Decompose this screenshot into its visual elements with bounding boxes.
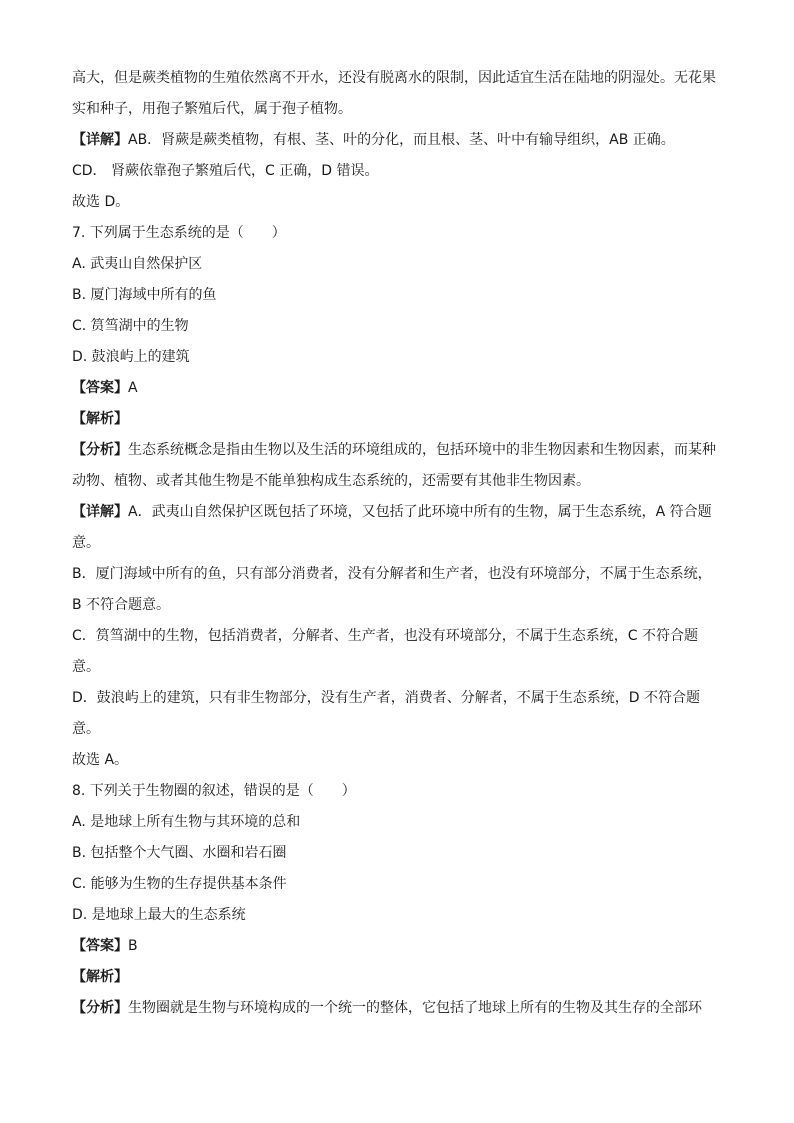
text-line	[72, 497, 722, 528]
line-text: B．厦门海域中所有的鱼，只有部分消费者，没有分解者和生产者，也没有环境部分，不属于生态系统，	[72, 566, 712, 582]
text-line	[72, 156, 722, 187]
line-text: B. 包括整个大气圈、水圈和岩石圈	[72, 845, 287, 861]
text-line	[72, 466, 722, 497]
text-line	[72, 993, 722, 1024]
text-line	[72, 559, 722, 590]
line-text: B	[128, 938, 138, 954]
text-line	[72, 187, 722, 218]
line-text: CD． 肾蕨依靠孢子繁殖后代，C 正确，D 错误。	[72, 163, 379, 179]
line-text: A. 武夷山自然保护区	[72, 256, 203, 272]
option-a	[72, 249, 722, 280]
question-8	[72, 776, 722, 807]
line-text: 高大，但是蕨类植物的生殖依然离不开水，还没有脱离水的限制，因此适宜生活在陆地的阴湿处。无花果	[72, 70, 716, 86]
line-text: A．武夷山自然保护区既包括了环境，又包括了此环境中所有的生物，属于生态系统，A 符合题	[128, 504, 712, 520]
text-line	[72, 714, 722, 745]
line-text: D. 是地球上最大的生态系统	[72, 907, 246, 923]
line-text: A. 是地球上所有生物与其环境的总和	[72, 814, 301, 830]
line-text: B 不符合题意。	[72, 597, 171, 613]
section-tag: 【分析】	[72, 442, 128, 458]
line-text: A	[128, 380, 138, 396]
line-text: C. 筼筜湖中的生物	[72, 318, 189, 334]
line-text: D．鼓浪屿上的建筑，只有非生物部分，没有生产者，消费者、分解者，不属于生态系统，D 不符合题	[72, 690, 701, 706]
text-line	[72, 125, 722, 156]
line-text: 意。	[72, 535, 100, 551]
text-line	[72, 528, 722, 559]
text-line	[72, 590, 722, 621]
answer-line	[72, 373, 722, 404]
line-text: 生物圈就是生物与环境构成的一个统一的整体，它包括了地球上所有的生物及其生存的全部环	[128, 1000, 702, 1016]
line-text: AB．肾蕨是蕨类植物，有根、茎、叶的分化，而且根、茎、叶中有输导组织，AB 正确。	[128, 132, 675, 148]
analysis-heading	[72, 962, 722, 993]
text-line	[72, 621, 722, 652]
option-b	[72, 280, 722, 311]
line-text: 故选 D。	[72, 194, 130, 210]
option-c	[72, 869, 722, 900]
answer-line	[72, 931, 722, 962]
analysis-heading	[72, 404, 722, 435]
option-c	[72, 311, 722, 342]
text-line	[72, 652, 722, 683]
option-d	[72, 342, 722, 373]
line-text: 生态系统概念是指由生物以及生活的环境组成的，包括环境中的非生物因素和生物因素，而某种	[128, 442, 716, 458]
line-text: 7. 下列属于生态系统的是（ ）	[72, 225, 286, 241]
text-line	[72, 63, 722, 94]
section-tag: 【详解】	[72, 504, 128, 520]
line-text: C．筼筜湖中的生物，包括消费者，分解者、生产者，也没有环境部分，不属于生态系统，C 不符合题	[72, 628, 698, 644]
text-line	[72, 435, 722, 466]
line-text: 动物、植物、或者其他生物是不能单独构成生态系统的，还需要有其他非生物因素。	[72, 473, 590, 489]
line-text: 意。	[72, 659, 100, 675]
line-text: 故选 A。	[72, 752, 129, 768]
line-text: C. 能够为生物的生存提供基本条件	[72, 876, 287, 892]
section-tag: 【详解】	[72, 132, 128, 148]
line-text: 实和种子，用孢子繁殖后代，属于孢子植物。	[72, 101, 352, 117]
option-a	[72, 807, 722, 838]
question-7	[72, 218, 722, 249]
section-tag: 【解析】	[72, 411, 128, 427]
document-page	[72, 63, 722, 1024]
section-tag: 【答案】	[72, 380, 128, 396]
section-tag: 【解析】	[72, 969, 128, 985]
line-text: 意。	[72, 721, 100, 737]
option-d	[72, 900, 722, 931]
option-b	[72, 838, 722, 869]
section-tag: 【答案】	[72, 938, 128, 954]
section-tag: 【分析】	[72, 1000, 128, 1016]
line-text: 8. 下列关于生物圈的叙述，错误的是（ ）	[72, 783, 356, 799]
text-line	[72, 683, 722, 714]
line-text: D. 鼓浪屿上的建筑	[72, 349, 190, 365]
text-line	[72, 94, 722, 125]
text-line	[72, 745, 722, 776]
line-text: B. 厦门海域中所有的鱼	[72, 287, 217, 303]
